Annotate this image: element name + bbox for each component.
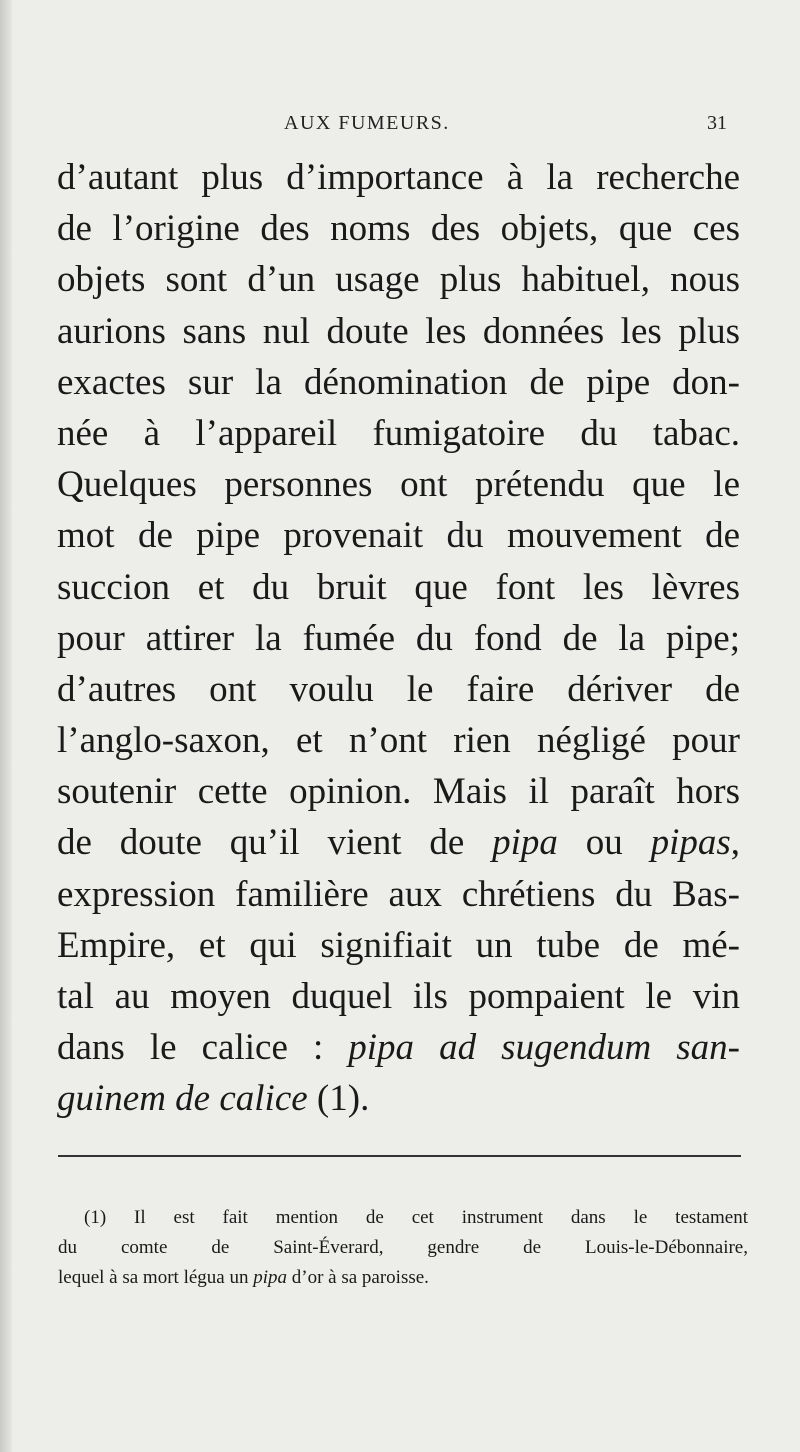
body-text (57, 152, 740, 1125)
text-fragment: de doute qu’il vient de (57, 822, 493, 864)
text-line: succion et du bruit que font les lèvres (57, 566, 740, 608)
text-line: aurions sans nul doute les données les plus (57, 310, 740, 352)
text-fragment: lequel à sa mort légua un (58, 1267, 254, 1288)
footnote-divider (58, 1155, 741, 1157)
text-line: Empire, et qui signifiait un tube de mé- (57, 924, 740, 966)
italic-term: pipas (650, 822, 731, 864)
text-line: mot de pipe provenait du mouvement de (57, 515, 740, 557)
text-fragment: dans le calice : (57, 1027, 349, 1069)
footnote-line: (1) Il est fait mention de cet instrument dans le testament (84, 1207, 748, 1228)
footnote (58, 1203, 748, 1293)
footnote-line (58, 1263, 748, 1293)
page-edge-shadow (0, 0, 12, 1452)
text-line: née à l’appareil fumigatoire du tabac. (57, 412, 740, 454)
text-line: de l’origine des noms des objets, que ces (57, 208, 740, 250)
italic-term: pipa (253, 1267, 287, 1288)
text-line: d’autant plus d’importance à la recherche (57, 157, 740, 198)
text-fragment: d’or à sa paroisse. (287, 1267, 429, 1288)
text-line: objets sont d’un usage plus habituel, nous (57, 259, 740, 301)
text-line: Quelques personnes ont prétendu que le (57, 464, 740, 506)
text-line: soutenir cette opinion. Mais il paraît hors (57, 771, 740, 813)
text-line: d’autres ont voulu le faire dériver de (57, 668, 740, 710)
footnote-ref: (1). (307, 1078, 370, 1120)
text-fragment: ou (557, 822, 651, 864)
text-line (57, 1073, 740, 1124)
text-line: tal au moyen duquel ils pompaient le vin (57, 976, 740, 1017)
text-line: pour attirer la fumée du fond de la pipe; (57, 617, 740, 659)
page-number: 31 (707, 112, 727, 134)
text-fragment: , (730, 822, 741, 864)
latin-quote: guinem de calice (57, 1078, 308, 1120)
text-line: exactes sur la dénomination de pipe don- (57, 361, 740, 403)
footnote-line: du comte de Saint-Éverard, gendre de Louis-le-Débonnaire, (58, 1237, 748, 1258)
italic-term: pipa (492, 822, 558, 864)
latin-quote: pipa ad sugendum san- (348, 1027, 740, 1069)
text-line: expression familière aux chrétiens du Bas- (57, 873, 740, 915)
running-head (0, 112, 800, 144)
text-line: l’anglo-saxon, et n’ont rien négligé pour (57, 720, 740, 762)
text-line (57, 1022, 740, 1073)
text-line (57, 817, 740, 868)
running-title: AUX FUMEURS. (284, 112, 450, 134)
